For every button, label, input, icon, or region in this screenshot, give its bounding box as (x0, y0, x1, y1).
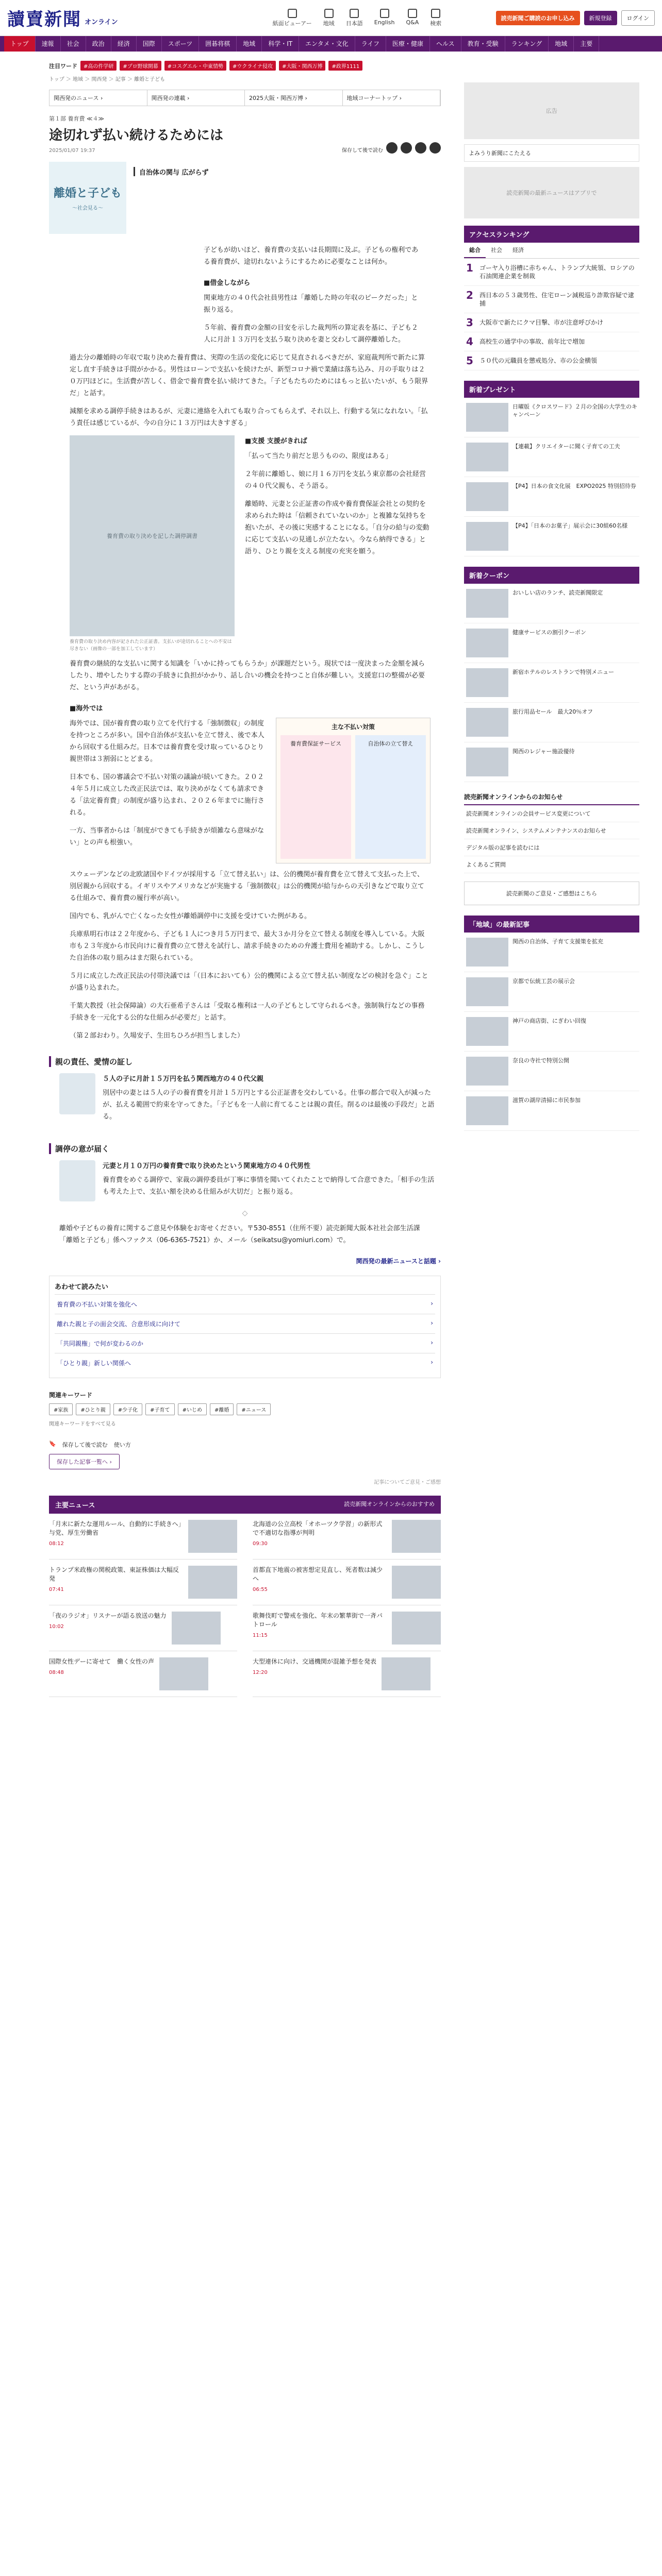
related-title: 「ひとり親」新しい関係へ (57, 1360, 131, 1367)
area-title: 神戸の商店街、にぎわい回復 (512, 1018, 586, 1024)
rank-title: 高校生の通学中の事故、前年比で増加 (479, 338, 585, 345)
article-paragraph: 国内でも、乳がんで亡くなった女性が離婚調停中に支援を受けていた例がある。 (70, 912, 311, 920)
gnav-item[interactable]: スポーツ (162, 36, 200, 52)
coupon-item[interactable] (464, 584, 639, 623)
utility-menu (273, 9, 442, 27)
coupon-item-thumbnail (466, 708, 508, 737)
keyword-list (49, 1403, 441, 1415)
figure-title: 主な不払い対策 (331, 723, 375, 731)
save-later-link[interactable]: 保存して後で読む (342, 148, 383, 154)
article-paragraph: ５年前、養育費の金額の目安を示した裁判所の算定表を基に、子ども２人に月計１３万円を支払う取り決めを妻と交わして調停離婚した。 (204, 324, 419, 344)
area-item[interactable] (464, 933, 639, 972)
ranking-item[interactable] (464, 286, 639, 313)
article-paragraph: 離婚時、元妻と公正証書の作成や養育費保証会社との契約を求められた時は「信頼されていないのか」と複雑な気持ちを抱いたが、その後に実感することになる。「自分の給与の変動に応じて支払いの見通しが立たない。今なら納得できる」と語り、ひとり親を支える制度の充実を願う。 (245, 500, 429, 555)
article-kicker: 第１部 養育費 ≪４≫ (49, 115, 105, 122)
area-item[interactable] (464, 1052, 639, 1091)
ranking-item[interactable] (464, 313, 639, 332)
article-paragraph: スウェーデンなどの北欧諸国やドイツが採用する「立て替え払い」は、公的機関が養育費を立て替えて支払った上で、別居親から回収する。イギリスやアメリカなどが実施する「強制徴収」は公的機関が給与からの天引きなどで取り立てる仕組みで、養育費の履行率が高い。 (70, 871, 424, 902)
article-paragraph: 関東地方の４０代会社員男性は「離婚した時の年収のピークだった」と振り返る。 (204, 294, 418, 314)
ranking-list (464, 259, 639, 370)
coupon-item[interactable] (464, 703, 639, 742)
coupon-list (464, 584, 639, 782)
news-time: 12:20 (253, 1670, 268, 1675)
rank-title: ５０代の元職員を懲戒処分、市の公金横領 (479, 357, 598, 364)
question-icon (408, 9, 417, 18)
area-thumbnail (466, 1057, 508, 1086)
present-item[interactable] (464, 437, 639, 477)
access-ranking-title: アクセスランキング (464, 226, 639, 243)
related-title: 養育費の不払い対策を強化へ (57, 1301, 138, 1308)
gnav-item[interactable]: 囲碁将棋 (199, 36, 237, 52)
article-paragraph: 子どもが幼いほど、養育費の支払いは長期間に及ぶ。子どもの権利である養育費が、途切れないようにするために必要なことは何か。 (204, 246, 419, 266)
rank-tab[interactable]: 経済 (512, 247, 524, 253)
present-item-thumbnail (466, 403, 508, 432)
rank-number: 3 (466, 316, 473, 329)
reader-voice-2: 元妻と月１０万円の養育費で取り決めたという関東地方の４０代男性 養育費をめぐる調停で、家裁の調停委員が丁寧に事情を聞いてくれたことで納得して合意できた。「相手の生活も考えた上で、支払い額を決める仕組みが大切だ」と振り返る。 (49, 1160, 441, 1204)
news-text (49, 1566, 183, 1599)
news-item[interactable] (49, 1514, 237, 1560)
keyword-tag[interactable]: #ひとり親 (76, 1403, 110, 1415)
news-item[interactable] (49, 1560, 237, 1605)
present-item-title: 【P4】「日本のお菓子」展示会に30組60名様 (512, 522, 628, 529)
breadcrumb: トップ ＞ 地域 ＞ 関西発 ＞ 記事 ＞ 離婚と子ども (49, 77, 166, 82)
article-paragraph: 千葉大教授（社会保障論）の大石亜希子さんは「受取る権利は一人の子どもとして守られるべき。強制執行などの事務手続きを一元化する公的な仕組みが必要だ」と話す。 (70, 1002, 425, 1022)
print-icon[interactable] (429, 142, 441, 154)
coupon-item-thumbnail (466, 589, 508, 618)
gnav-item[interactable]: 速報 (36, 36, 61, 52)
news-time: 10:02 (49, 1624, 64, 1630)
trending-tag[interactable]: #プロ野球開幕 (120, 61, 161, 71)
related-list (55, 1294, 435, 1372)
coupon-item-title: おいしい店のランチ、読売新聞限定 (512, 589, 603, 596)
figure-document (70, 435, 235, 653)
figure-panel: 養育費保証サービス (280, 735, 351, 859)
news-item[interactable] (49, 1651, 237, 1697)
trending-label: 注目ワード (49, 62, 77, 70)
coupon-item-title: 健康サービスの割引クーポン (512, 629, 586, 636)
trending-tag[interactable]: #政界1111 (328, 61, 362, 71)
gnav-item[interactable]: 国際 (137, 36, 162, 52)
gnav-item[interactable]: 社会 (61, 36, 86, 52)
coupon-item-title: 旅行用品セール 最大20％オフ (512, 708, 593, 715)
news-title: 「夜のラジオ」リスナーが語る放送の魅力 (49, 1612, 167, 1619)
map-icon (324, 9, 334, 18)
article-paragraph: 一方、当事者からは「制度ができても手続きが煩雑なら意味がない」との声も根強い。 (70, 827, 264, 846)
util-qa[interactable]: Q&A (406, 9, 419, 27)
globe-icon (350, 9, 359, 18)
gnav-item[interactable]: 医療・健康 (386, 36, 430, 52)
chevron-right-icon: › (431, 1319, 433, 1327)
article-paragraph: 減額を求める調停手続きはあるが、元妻に連絡を入れても取り合ってもらえず、それ以上、行動する気になれない。「払う責任は感じているが、今の自分に１３万円は大きすぎる」 (70, 408, 428, 427)
present-title: 新着プレゼント (464, 381, 639, 398)
news-thumbnail (392, 1612, 441, 1645)
present-item-title: 日曜版《クロスワード》２月の全国の大学生のキャンペーン (512, 403, 637, 418)
area-thumbnail (466, 977, 508, 1006)
util-search[interactable]: 検索 (430, 9, 441, 27)
article-title: 途切れず払い続けるためには (49, 128, 224, 143)
coupon-title: 新着クーポン (464, 567, 639, 584)
series-nav-item[interactable]: 関西発の連載 › (147, 90, 245, 106)
gnav-item[interactable]: 地域 (549, 36, 574, 52)
facebook-icon[interactable] (401, 142, 412, 154)
keyword-box: 関連キーワード #家族 #ひとり親 #少子化 #子育て #いじめ #離婚 #ニュース 関連キーワードをすべて見る (49, 1391, 441, 1427)
rank-tab[interactable]: 総合 (464, 243, 486, 258)
news-thumbnail (159, 1657, 208, 1690)
article-subhead: 自治体の関与 広がらず (134, 167, 209, 176)
gnav-item[interactable]: 政治 (86, 36, 111, 52)
news-time: 07:41 (49, 1587, 64, 1592)
line-icon[interactable] (415, 142, 426, 154)
related-item[interactable] (55, 1294, 435, 1314)
news-grid (49, 1514, 441, 1697)
news-thumbnail (382, 1657, 431, 1690)
series-nav-item[interactable]: 地域コーナートップ › (343, 90, 441, 106)
ranking-item[interactable] (464, 332, 639, 351)
series-nav-item[interactable]: 関西発のニュース › (49, 90, 147, 106)
news-item[interactable] (253, 1560, 441, 1605)
twitter-icon[interactable] (386, 142, 398, 154)
figure-panel: 自治体の立て替え (355, 735, 426, 859)
save-box (49, 1440, 441, 1449)
related-item[interactable] (55, 1314, 435, 1333)
news-item[interactable] (253, 1651, 441, 1697)
person-illustration (59, 1160, 95, 1201)
area-thumbnail (466, 938, 508, 967)
rank-number: 4 (466, 335, 473, 348)
news-text (49, 1657, 154, 1690)
keyword-tag[interactable]: #少子化 (113, 1403, 142, 1415)
article-date: 2025/01/07 19:37 (49, 148, 95, 154)
present-item-title: 【P4】日本の食文化展 EXPO2025 特別招待券 (512, 483, 636, 489)
news-thumbnail (188, 1566, 237, 1599)
keyword-tag[interactable]: #離婚 (210, 1403, 234, 1415)
reader-section-heading: 調停の意が届く (49, 1143, 441, 1154)
notice-item[interactable]: よくあるご質問 (464, 856, 639, 873)
news-time: 06:55 (253, 1587, 268, 1592)
related-title: 離れた親と子の面会交流、合意形成に向けて (57, 1320, 181, 1328)
util-japanese[interactable]: 日本語 (346, 9, 363, 27)
coupon-item-thumbnail (466, 668, 508, 697)
area-thumbnail (466, 1017, 508, 1046)
news-text (49, 1520, 188, 1553)
site-logo[interactable]: 讀賣新聞 (7, 9, 81, 30)
chevron-right-icon: › (431, 1339, 433, 1346)
news-text (253, 1520, 387, 1553)
keyword-tag[interactable]: #ニュース (237, 1403, 271, 1415)
series-banner (49, 162, 441, 234)
news-time: 11:15 (253, 1633, 268, 1638)
news-title: 「月末に新たな運用ルール、自動的に手続きへ」 与党、厚生労働省 (49, 1520, 188, 1536)
trending-tag[interactable]: #ウクライナ侵攻 (229, 61, 276, 71)
save-later-label[interactable]: 保存して後で読む (62, 1442, 108, 1448)
rank-number: 1 (466, 262, 473, 274)
area-title: 滋賀の湖岸清掃に市民参加 (512, 1097, 581, 1104)
news-text (253, 1657, 376, 1690)
news-item[interactable] (49, 1605, 237, 1651)
global-nav (0, 36, 662, 52)
rank-title: 西日本の５３歳男性、住宅ローン減税巡り詐欺容疑で逮捕 (479, 292, 634, 307)
news-title: 歌舞伎町で警戒を強化、年末の繁華街で一斉パトロール (253, 1612, 383, 1628)
page-wrap (0, 52, 662, 1697)
related-title: 「共同親権」で何が変わるのか (57, 1340, 144, 1347)
news-thumbnail (392, 1566, 441, 1599)
gnav-item[interactable]: 地域 (237, 36, 262, 52)
chevron-right-icon: › (431, 1300, 433, 1307)
article-paragraph: 過去分の離婚時の年収で取り決めた養育費は、実際の生活の変化に応じて見直されるべきだが、家庭裁判所で新たに算定し直す手続きは手間がかかる。男性はローンで支払いを続けたが、新型コロナ禍で業績は落ち込み、月の手取りは２０万円ほどに。生活費が苦しく、借金で養育費を払い続けてきた。「子どもたちのためにはもっと払いたいが、もう限界だ」と話す。 (70, 354, 428, 397)
coupon-item-thumbnail (466, 748, 508, 776)
person-illustration (59, 1073, 95, 1114)
rank-title: ゴーヤ入り浴槽に赤ちゃん、トランプ大統領、ロシアの石油関連企業を制裁 (479, 264, 635, 280)
section-heading: ■借金しながら (204, 279, 251, 287)
coupon-item[interactable] (464, 742, 639, 782)
rank-tab[interactable]: 社会 (491, 247, 502, 253)
keyword-tag[interactable]: #子育て (145, 1403, 174, 1415)
present-item-title: 【連載】クリエイターに聞く子育ての工夫 (512, 443, 620, 450)
logo-sub: オンライン (85, 19, 118, 26)
notice-item[interactable]: 読売新聞オンライン、システムメンテナンスのお知らせ (464, 822, 639, 839)
present-item-thumbnail (466, 482, 508, 511)
article-paragraph: （第２部おわり。久場安子、生田ちひろが担当しました） (70, 1032, 244, 1040)
related-item[interactable] (55, 1333, 435, 1353)
newspaper-icon (288, 9, 297, 18)
keyword-more-link[interactable]: 関連キーワードをすべて見る (49, 1421, 116, 1427)
present-item[interactable] (464, 477, 639, 517)
trending-bar (49, 52, 441, 75)
article-paragraph: 兵庫県明石市は２２年度から、子ども１人につき月５万円まで、最大３か月分を立て替える制度を導入している。大阪市も２３年度から市民向けに養育費の立て替えを試行し、請求手続きのための弁護士費用を補助する。しかし、こうした自治体の取り組みはまだ限られている。 (70, 930, 425, 962)
coupon-item-thumbnail (466, 629, 508, 657)
area-title: 奈良の寺社で特別公開 (512, 1057, 569, 1064)
search-icon (431, 9, 440, 18)
saved-list-button[interactable]: 保存した記事一覧へ › (49, 1454, 120, 1469)
notice-title: 読売新聞オンラインからのお知らせ (464, 792, 639, 805)
main-news-bar: 主要ニュース 読売新聞オンラインからのおすすめ (49, 1496, 441, 1514)
trending-tag[interactable]: #大阪・関西万博 (279, 61, 325, 71)
notice-list (464, 805, 639, 873)
keyword-tag[interactable]: #家族 (49, 1403, 73, 1415)
header-actions (496, 10, 655, 26)
figure-caption: 養育費の取り決め内容が記された公正証書。支払いが途切れることへの不安は尽きない（画像の一部を加工しています） (70, 639, 232, 652)
contact-note: 離婚や子どもの養育に関するご意見や体験をお寄せください。〒530-8551（住所不要）読売新聞大阪本社社会部生活課「離婚と子ども」係へファクス（06-6365-7521）か、メール（seikatsu@yomiuri.com）で。 (59, 1225, 420, 1244)
coupon-item-title: 新宿ホテルのレストランで特別メニュー (512, 669, 615, 675)
document-photo: 養育費の取り決めを記した調停調書 (70, 435, 235, 636)
ranking-item[interactable] (464, 259, 639, 286)
figure-chart (276, 718, 431, 863)
news-time: 08:12 (49, 1541, 64, 1547)
news-item[interactable] (253, 1605, 441, 1651)
notice-item[interactable]: デジタル版の記事を読むには (464, 839, 639, 856)
rank-tabs (464, 243, 639, 259)
news-text (253, 1566, 387, 1599)
reader-section-heading: 親の責任、愛情の証し (49, 1056, 441, 1067)
notice-item[interactable]: 読売新聞オンラインの会員サービス変更について (464, 805, 639, 822)
gnav-item[interactable]: ヘルス (430, 36, 461, 52)
gnav-item[interactable]: ランキング (505, 36, 549, 52)
present-item[interactable] (464, 398, 639, 437)
feedback-link[interactable]: 記事についてご意見・ご感想 (374, 1480, 441, 1485)
ad-top: 広告 (464, 82, 639, 139)
util-viewer[interactable]: 紙面ビューアー (273, 9, 312, 27)
subscribe-button[interactable]: 読売新聞ご購読のお申し込み (496, 11, 580, 25)
trending-tag[interactable]: #高の件学研 (80, 61, 117, 71)
keyword-tag[interactable]: #いじめ (178, 1403, 207, 1415)
language-icon (380, 9, 389, 18)
area-thumbnail (466, 1096, 508, 1125)
reader-voice-1: ５人の子に月計１５万円を払う関西地方の４０代父親 別居中の妻とは５人の子の養育費を月計１５万円とする公正証書を交わしている。仕事の都合で収入が減ったが、払える範囲で約束を守ってきた。「子どもを一人前に育てることは親の責任。削るのは最後の手段だ」と語る。 (49, 1073, 441, 1129)
article-header (49, 114, 441, 154)
chevron-right-icon: › (431, 1359, 433, 1366)
article-paragraph: 海外では、国が養育費の取り立てを代行する「強制徴収」の制度を持つところが多い。国や自治体が支払いを立て替え、後で本人から回収する仕組みだ。日本では養育費を受け取っているひとり親世帯は３割弱にとどまる。 (70, 720, 264, 763)
ranking-item[interactable] (464, 351, 639, 370)
article-paragraph: ２年前に離婚し、娘に月１６万円を支払う東京都の会社経営の４０代父親も、そう語る。 (245, 470, 426, 490)
news-title: トランプ米政権の関税政策、東証株価は大幅反発 (49, 1566, 179, 1582)
present-item-thumbnail (466, 522, 508, 551)
rank-title: 大阪市で新たにクマ目撃、市が注意呼びかけ (479, 319, 604, 326)
news-thumbnail (172, 1612, 221, 1645)
sidebar (464, 52, 639, 1697)
login-button[interactable]: ログイン (621, 10, 655, 26)
trending-tag[interactable]: #コスグエル・中東情勢 (164, 61, 226, 71)
news-title: 国際女性デーに寄せて 働く女性の声 (49, 1658, 155, 1665)
series-nav-item[interactable]: 2025大阪・関西万博 › (245, 90, 343, 106)
coupon-item[interactable] (464, 663, 639, 703)
section-heading: ■海外では (70, 705, 103, 713)
news-title: 大型連休に向け、交通機関が混雑予想を発表 (253, 1658, 377, 1665)
util-english[interactable]: English (374, 9, 395, 27)
related-item[interactable] (55, 1353, 435, 1372)
series-nav (49, 90, 441, 106)
gnav-item[interactable]: 経済 (111, 36, 137, 52)
news-time: 08:48 (49, 1670, 64, 1675)
gnav-item[interactable]: 主要 (574, 36, 599, 52)
area-item[interactable] (464, 1091, 639, 1131)
section-heading: ■支援 支援がきれば (245, 437, 307, 445)
series-logo: 離婚と子ども ～社会見る～ (49, 162, 126, 234)
register-button[interactable]: 新規登録 (584, 11, 617, 25)
coupon-item[interactable] (464, 623, 639, 663)
news-time: 09:30 (253, 1541, 268, 1547)
rank-number: 2 (466, 289, 473, 301)
more-kansai-link[interactable]: 関西発の最新ニュースと話題 › (356, 1258, 441, 1265)
area-title: 「地域」の最新記事 (464, 916, 639, 933)
gnav-item[interactable]: 教育・受験 (461, 36, 505, 52)
area-list (464, 933, 639, 1131)
article-paragraph: 日本でも、国の審議会で不払い対策の議論が続いてきた。２０２４年５月に成立した改正民法では、取り決めがなくても請求できる「法定養育費」の制度が盛り込まれ、２０２６年までに施行される。 (70, 773, 264, 817)
gnav-item[interactable]: エンタメ・文化 (299, 36, 355, 52)
gnav-item[interactable]: トップ (4, 36, 36, 52)
fav-box[interactable]: よみうり新聞にこたえる (464, 144, 639, 162)
share-bar (342, 114, 441, 154)
area-title: 京都で伝統工芸の展示会 (512, 978, 575, 985)
rank-number: 5 (466, 354, 473, 367)
util-area[interactable]: 地域 (323, 9, 335, 27)
news-item[interactable] (253, 1514, 441, 1560)
coupon-item-title: 関西のレジャー施設優待 (512, 748, 575, 755)
site-header (0, 0, 662, 36)
consult-box[interactable]: 読売新聞のご意見・ご感想はこちら (464, 882, 639, 905)
related-box: あわせて読みたい 養育費の不払い対策を強化へ › 離れた親と子の面会交流、合意形成に向けて › 「共同親権」で何が変わるのか › 「ひとり親」新しい関係へ › (49, 1276, 441, 1378)
area-item[interactable] (464, 972, 639, 1012)
area-title: 関西の自治体、子育て支援策を拡充 (512, 938, 603, 945)
present-list (464, 398, 639, 556)
bookmark-icon[interactable]: 🔖 (49, 1440, 56, 1447)
area-item[interactable] (464, 1012, 639, 1052)
news-title: 北海道の公立高校「オホーツク学習」の新形式で不適切な指導が判明 (253, 1520, 383, 1536)
article-paragraph: ５月に成立した改正民法の付帯決議では「（日本においても）公的機関による立て替え払い制度などの検討を急ぐ」ことが盛り込まれた。 (70, 972, 428, 992)
news-app-banner[interactable]: 読売新聞の最新ニュースはアプリで (464, 167, 639, 218)
present-item[interactable] (464, 517, 639, 556)
news-thumbnail (188, 1520, 237, 1553)
news-text (253, 1612, 387, 1645)
present-item-thumbnail (466, 443, 508, 471)
gnav-item[interactable]: 科学・IT (262, 36, 299, 52)
gnav-item[interactable]: ライフ (355, 36, 386, 52)
news-text (49, 1612, 167, 1645)
howto-link[interactable]: 使い方 (113, 1442, 131, 1448)
news-title: 首都直下地震の被害想定見直し、死者数は減少へ (253, 1566, 383, 1582)
article-quote: 「払って当たり前だと思うものの、限度はある」 (245, 452, 392, 460)
news-thumbnail (392, 1520, 441, 1553)
article-paragraph: 養育費の継続的な支払いに関する知識を「いかに持ってもらうか」が課題だという。現状では一度決まった金額を減らしたり、増やしたりする際の手続きに負担がかかり、話し合いの機会を持つこと自体が難しい。支援窓口の整備が必要だ、という声があがる。 (70, 660, 425, 691)
main-column: 注目ワード #高の件学研 #プロ野球開幕 #コスグエル・中東情勢 #ウクライナ侵攻 #大阪・関西万博 #政界1111 トップ ＞ 地域 ＞ 関西発 ＞ 記事 ＞ 離婚と子ども 関西発のニュース › 関西発の連載 › 2025大阪・関西万博 › 地域コーナートップ › 第１部 養育費 ≪４≫ 途切れず払い続けるためには 2025/01/07 19:37 保存して後で読む 離婚と子ども ～社会見る～ 自治体の関与 広がらず 子どもが幼いほど、養育費の支払いは長期間に及ぶ。子どもの権利である養育費が、途切れないようにするために必要なことは何か。 ■借金しながら 関東地方の４０代会社員男性は「離婚した時の年収のピークだった」と振り返る。 ５年前、養育費の金額の目安を示した裁判所の算定表を基に、子ども２人に月計１３万円を支払う取り決めを妻と交わして調停離婚した。 過去分の離婚時の年収で取り決めた養育費は、実際の生活の変化に応じて見直されるべきだが、家庭裁判所で新たに算定し直す手続きは手間がかかる。男性はローンで支払いを続けたが、新型コロナ禍で業績は落ち込み、月の手取りは２０万円ほどに。生活費が苦しく、借金で養育費を払い続けてきた。「子どもたちのためにはもっと払いたいが、もう限界だ」と話す。 減額を求める調停手続きはあるが、元妻に連絡を入れても取り合ってもらえず、それ以上、行動する気になれない。「払う責任は感じているが、今の自分に１３万円は大きすぎる」 養育費の取り決めを記した調停調書 養育費の取り決め内容が記された公正証書。支払いが途切れることへの不安は尽きない（画像の一部を加工しています） ■支援 支援がきれば 「払って当たり前だと思うものの、限度はある」 ２年前に離婚し、娘に月１６万円を支払う東京都の会社経営の４０代父親も、そう語る。 離婚時、元妻と公正証書の作成や養育費保証会社との契約を求められた時は「信頼されていないのか」と複雑な気持ちを抱いたが、その後に実感することになる。「自分の給与の変動に応じて支払いの見通しが立たない。今なら納得できる」と語り、ひとり親を支える制度の充実を願う。 養育費の継続的な支払いに関する知識を「いかに持ってもらうか」が課題だという。現状では一度決まった金額を減らしたり、増やしたりする際の手続きに負担がかかり、話し合いの機会を持つこと自体が難しい。支援窓口の整備が必要だ、という声があがる。 ■海外では 海外では、国が養育費の取り立てを代行する「強制徴収」の制度を持つところが多い。国や自治体が支払いを立て替え、後で本人から回収する仕組みだ。日本では養育費を受け取っているひとり親世帯は３割弱にとどまる。 日本でも、国の審議会で不払い対策の議論が続いてきた。２０２４年５月に成立した改正民法では、取り決めがなくても請求できる「法定養育費」の制度が盛り込まれ、２０２６年までに施行される。 一方、当事者からは「制度ができても手続きが煩雑なら意味がない」との声も根強い。 主な不払い対策 養育費保証サービス 自治体の立て替え スウェーデンなどの北欧諸国やドイツが採用する「立て替え払い」は、公的機関が養育費を立て替えて支払った上で、別居親から回収する。イギリスやアメリカなどが実施する「強制徴収」は公的機関が給与からの天引きなどで取り立てる仕組みで、養育費の履行率が高い。 国内でも、乳がんで亡くなった女性が離婚調停中に支援を受けていた例がある。 兵庫県明石市は２２年度から、子ども１人につき月５万円まで、最大３か月分を立て替える制度を導入している。大阪市も２３年度から市民向けに養育費の立て替えを試行し、請求手続きのための弁護士費用を補助する。しかし、こうした自治体の取り組みはまだ限られている。 ５月に成立した改正民法の付帯決議では「（日本においても）公的機関による立て替え払い制度などの検討を急ぐ」ことが盛り込まれた。 千葉大教授（社会保障論）の大石亜希子さんは「受取る権利は一人の子どもとして守られるべき。強制執行などの事務手続きを一元化する公的な仕組みが必要だ」と話す。 （第２部おわり。久場安子、生田ちひろが担当しました） 親の責任、愛情の証し ５人の子に月計１５万円を払う関西地方の４０代父親 別居中の妻とは５人の子の養育費を月計１５万円とする公正証書を交わしている。仕事の都合で収入が減ったが、払える範囲で約束を守ってきた。「子どもを一人前に育てることは親の責任。削るのは最後の手段だ」と語る。 調停の意が届く 元妻と月１０万円の養育費で取り決めたという関東地方の４０代男性 養育費をめぐる調停で、家裁の調停委員が丁寧に事情を聞いてくれたことで納得して合意できた。「相手の生活も考えた上で、支払い額を決める仕組みが大切だ」と振り返る。 ◇ 離婚や子どもの養育に関するご意見や体験をお寄せください。〒530-8551（住所不要）読売新聞大阪本社社会部生活課「離婚と子ども」係へファクス（06-6365-7521）か、メール（seikatsu@yomiuri.com）で。 関西発の最新ニュースと話題 › あわせて読みたい 養育費の不払い対策を強化へ › 離れた親と子の面会交流、合意形成に向けて › 「共同親権」で何が変わるのか › 「ひとり親」新しい関係へ › 関連キーワード #家族 #ひとり親 #少子化 #子育て #いじめ #離婚 #ニュース 関連キーワードをすべて見る 🔖 保存して後で読む 使い方 保存した記事一覧へ › 記事についてご意見・ご感想 主要ニュース 読売新聞オンラインからのおすすめ 「月末に新たな運用ルール、自動的に手続きへ」 与党、厚生労働省 08:12 北海道の公立高校「オホーツク学習」の新形式で不適切な指導が判明 09:30 トランプ米政権の関税政策、東証株価は大幅反発 07:41 首都直下地震の被害想定見直し、死者数は減少へ 06:55 「夜のラジオ」リスナーが語る放送の魅力 10:02 歌舞伎町で警戒を強化、年末の繁華街で一斉パトロール 11:15 国際女性デーに寄せて 働く女性の声 08:48 大型連休に向け、交通機関が混雑予想を発表 12:20 (49, 52, 441, 1697)
